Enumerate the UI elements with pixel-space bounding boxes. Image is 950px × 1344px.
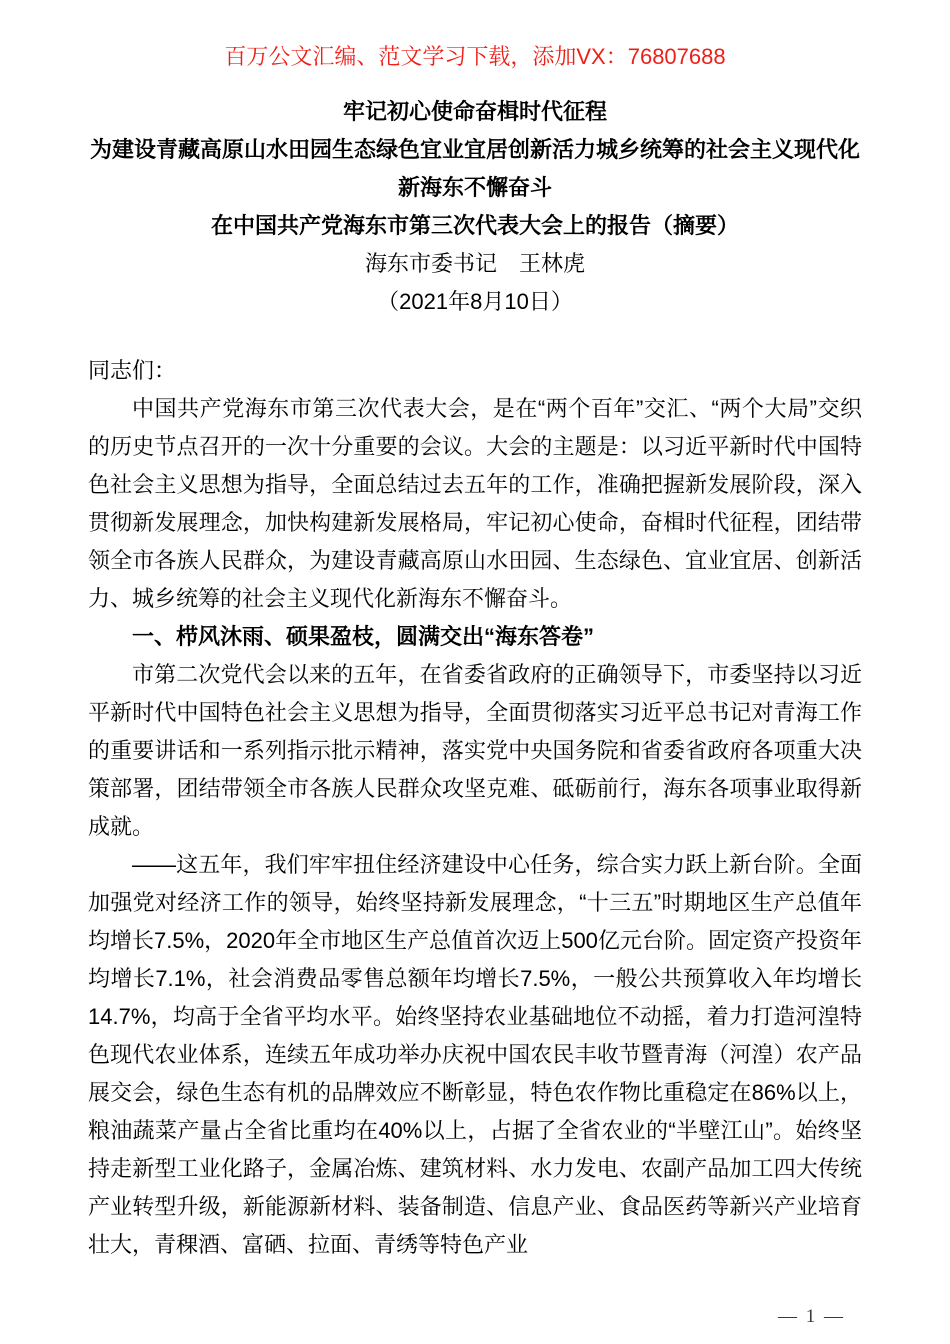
section-heading-1: 一、栉风沐雨、硕果盈枝，圆满交出“海东答卷” bbox=[132, 624, 595, 649]
doc-title-line2: 为建设青藏高原山水田园生态绿色宜业宜居创新活力城乡统筹的社会主义现代化新海东不懈奋斗 bbox=[89, 137, 860, 200]
watermark-banner: 百万公文汇编、范文学习下载，添加VX：76807688 bbox=[224, 44, 726, 69]
doc-date: （2021年8月10日） bbox=[377, 289, 573, 314]
doc-subtitle: 在中国共产党海东市第三次代表大会上的报告（摘要） bbox=[210, 213, 739, 238]
document-body bbox=[88, 352, 862, 1264]
doc-title-line1: 牢记初心使命奋楫时代征程 bbox=[342, 99, 607, 124]
salutation: 同志们： bbox=[88, 358, 177, 383]
page-number: — 1 — bbox=[778, 1306, 845, 1327]
paragraph-3: ——这五年，我们牢牢扭住经济建设中心任务，综合实力跃上新台阶。全面加强党对经济工作的领导，始终坚持新发展理念，“十三五”时期地区生产总值年均增长7.5%，2020年全市地区生产总值首次迈上500亿元台阶。固定资产投资年均增长7.1%，社会消费品零售总额年均增长7.5%，一般公共预算收入年均增长14.7%，均高于全省平均水平。始终坚持农业基础地位不动摇，着力打造河湟特色现代农业体系，连续五年成功举办庆祝中国农民丰收节暨青海（河湟）农产品展交会，绿色生态有机的品牌效应不断彰显，特色农作物比重稳定在86%以上，粮油蔬菜产量占全省比重均在40%以上，占据了全省农业的“半壁江山”。始终坚持走新型工业化路子，金属冶炼、建筑材料、水力发电、农副产品加工四大传统产业转型升级，新能源新材料、装备制造、信息产业、食品医药等新兴产业培育壮大，青稞酒、富硒、拉面、青绣等特色产业 bbox=[88, 852, 862, 1257]
document-header bbox=[88, 93, 862, 321]
doc-author: 海东市委书记 王林虎 bbox=[364, 251, 585, 276]
paragraph-1: 中国共产党海东市第三次代表大会，是在“两个百年”交汇、“两个大局”交织的历史节点召开的一次十分重要的会议。大会的主题是：以习近平新时代中国特色社会主义思想为指导，全面总结过去五年的工作，准确把握新发展阶段，深入贯彻新发展理念，加快构建新发展格局，牢记初心使命，奋楫时代征程，团结带领全市各族人民群众，为建设青藏高原山水田园、生态绿色、宜业宜居、创新活力、城乡统筹的社会主义现代化新海东不懈奋斗。 bbox=[88, 396, 862, 611]
paragraph-2: 市第二次党代会以来的五年，在省委省政府的正确领导下，市委坚持以习近平新时代中国特色社会主义思想为指导，全面贯彻落实习近平总书记对青海工作的重要讲话和一系列指示批示精神，落实党中央国务院和省委省政府各项重大决策部署，团结带领全市各族人民群众攻坚克难、砥砺前行，海东各项事业取得新成就。 bbox=[88, 662, 862, 839]
